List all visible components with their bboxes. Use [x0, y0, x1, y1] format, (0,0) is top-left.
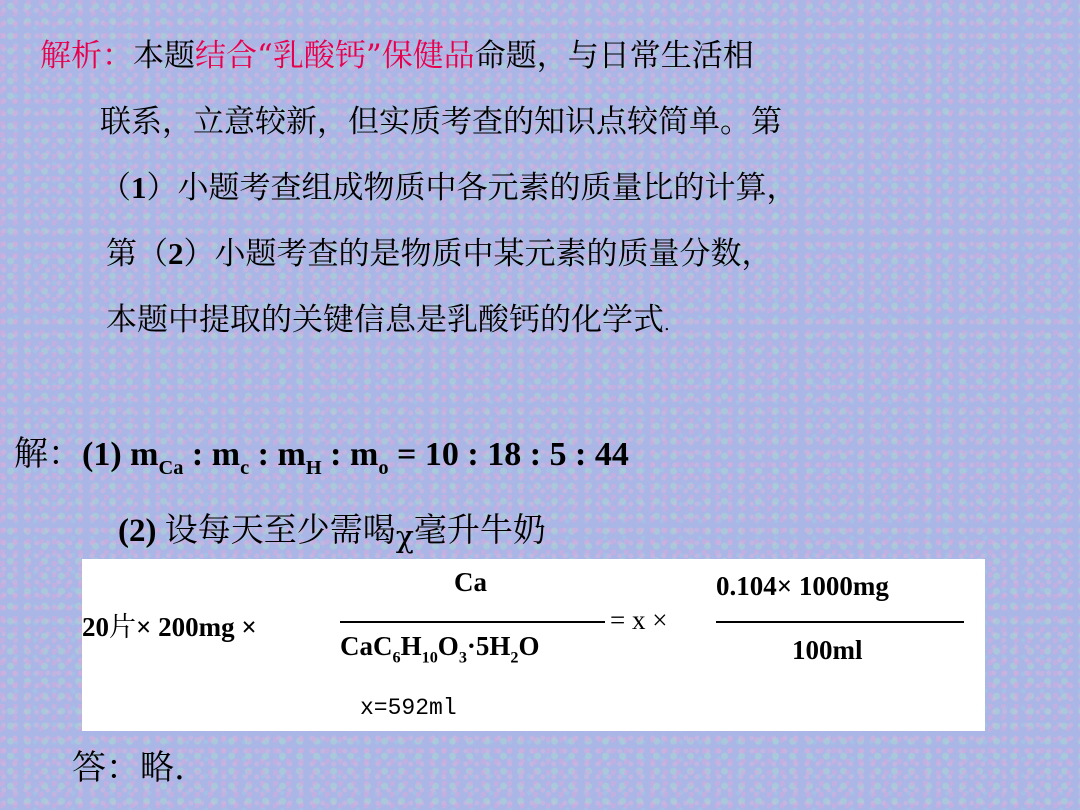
fraction-2-bar: [716, 621, 964, 623]
formula-result: x=592ml: [360, 695, 457, 721]
fraction-2-numerator: 0.104× 1000mg: [716, 571, 889, 601]
solution-label: 解：: [14, 434, 82, 474]
analysis-line-4: 第（2）小题考查的是物质中某元素的质量分数，: [106, 236, 773, 272]
highlight-product: 结合“乳酸钙”保健品: [195, 38, 475, 74]
solution-line-1: 解：(1) $m_{Ca}$ : $m_c$ : $m_H$ : $m_o = 10$ : 18 : 5 : 44: [14, 434, 629, 480]
solution-line-2: (2) 设每天至少需喝χ毫升牛奶: [118, 510, 546, 555]
analysis-label: 解析：: [40, 38, 133, 74]
analysis-line-3: （1）小题考查组成物质中各元素的质量比的计算，: [100, 170, 798, 206]
formula-equals: = x ×: [610, 605, 668, 635]
fraction-1-bar: [340, 621, 605, 623]
answer-line: 答：略.: [72, 748, 185, 788]
formula-lhs: 20片× 200mg ×: [82, 612, 257, 643]
analysis-line-2: 联系，立意较新，但实质考查的知识点较简单。第: [100, 104, 782, 140]
analysis-line-5: 本题中提取的关键信息是乳酸钙的化学式.: [106, 302, 670, 338]
fraction-2-denominator: 100ml: [792, 635, 863, 665]
fraction-1-denominator: $CaC_6H_{10}O_3\cdot 5H_2O$: [340, 631, 540, 667]
formula-box: [82, 559, 985, 731]
analysis-line-1: 解析：本题结合“乳酸钙”保健品命题，与日常生活相: [40, 38, 754, 74]
fraction-1-numerator: Ca: [454, 567, 487, 597]
